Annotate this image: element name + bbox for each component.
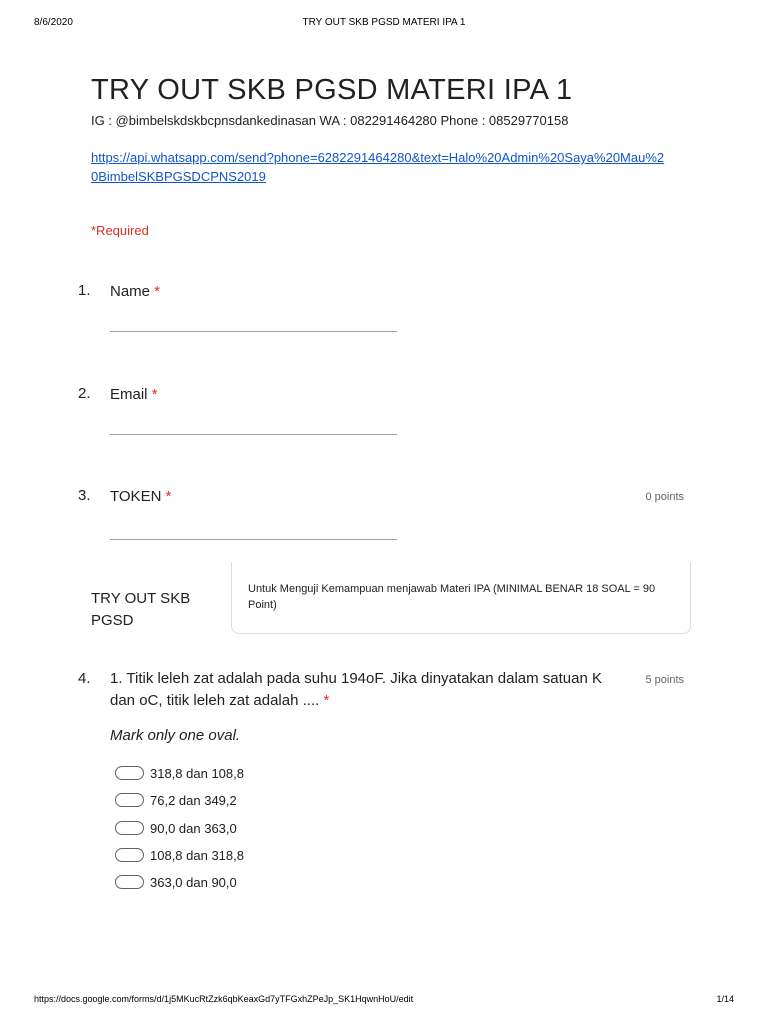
- question-number: 1.: [78, 282, 91, 299]
- print-url: https://docs.google.com/forms/d/1j5MKucRtZzk6qbKeaxGd7yTFGxhZPeJp_SK1HqwnHoU/edit: [34, 994, 414, 1004]
- option-label: 363,0 dan 90,0: [150, 874, 237, 890]
- radio-oval[interactable]: [115, 793, 144, 807]
- option-label: 76,2 dan 349,2: [150, 792, 237, 808]
- option-item[interactable]: [115, 792, 237, 808]
- name-input[interactable]: [110, 331, 397, 332]
- question-token-label: [110, 486, 171, 508]
- page-number: 1/14: [716, 994, 734, 1004]
- print-header: [34, 17, 734, 31]
- question-email-label: [110, 384, 158, 406]
- form-description: IG : @bimbelskdskbcpnsdankedinasan WA : 082291464280 Phone : 08529770158: [91, 113, 569, 128]
- option-label: 108,8 dan 318,8: [150, 847, 244, 863]
- required-note: *Required: [91, 223, 149, 238]
- question-points: 5 points: [645, 674, 684, 686]
- question-name-label: [110, 281, 160, 303]
- section-description: Untuk Menguji Kemampuan menjawab Materi IPA (MINIMAL BENAR 18 SOAL = 90 Point): [248, 583, 656, 611]
- required-star: *: [323, 692, 330, 709]
- question-points: 0 points: [645, 491, 684, 503]
- question-label-text: Name: [110, 283, 151, 300]
- section-title: TRY OUT SKB PGSD: [91, 590, 191, 629]
- question-number: 4.: [78, 670, 91, 687]
- radio-oval[interactable]: [115, 766, 144, 780]
- required-star: *: [165, 488, 172, 505]
- question-label-text: 1. Titik leleh zat adalah pada suhu 194oF. Jika dinyatakan dalam satuan K dan oC, titik leleh zat adalah ....: [110, 670, 602, 709]
- question-4-label: [110, 668, 620, 712]
- choice-instruction: Mark only one oval.: [110, 727, 241, 744]
- option-label: 318,8 dan 108,8: [150, 765, 244, 781]
- required-star: *: [151, 386, 158, 403]
- form-title: TRY OUT SKB PGSD MATERI IPA 1: [91, 74, 573, 106]
- question-label-text: Email: [110, 386, 148, 403]
- print-title: TRY OUT SKB PGSD MATERI IPA 1: [302, 17, 466, 28]
- print-footer: [34, 994, 734, 1008]
- token-input[interactable]: [110, 539, 397, 540]
- required-star: *: [154, 283, 161, 300]
- question-label-text: TOKEN: [110, 488, 162, 505]
- option-item[interactable]: [115, 847, 244, 863]
- email-input[interactable]: [110, 434, 397, 435]
- whatsapp-link[interactable]: https://api.whatsapp.com/send?phone=6282291464280&text=Halo%20Admin%20Saya%20Mau%20BimbelSKBPGSDCPNS2019: [91, 150, 665, 184]
- print-date: 8/6/2020: [34, 17, 73, 28]
- option-item[interactable]: [115, 765, 244, 781]
- option-item[interactable]: [115, 820, 237, 836]
- option-item[interactable]: [115, 874, 237, 890]
- radio-oval[interactable]: [115, 821, 144, 835]
- radio-oval[interactable]: [115, 848, 144, 862]
- option-label: 90,0 dan 363,0: [150, 820, 237, 836]
- question-number: 2.: [78, 385, 91, 402]
- radio-oval[interactable]: [115, 875, 144, 889]
- question-number: 3.: [78, 487, 91, 504]
